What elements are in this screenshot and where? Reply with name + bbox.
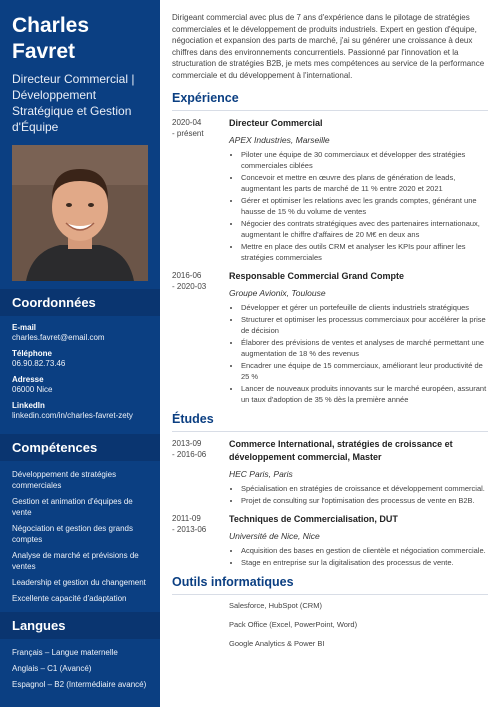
achievement-item: • Gérer et optimiser les relations avec les grands comptes, générant une hausse de 15 % du volume de ventes xyxy=(241,195,488,217)
education-entry xyxy=(172,513,488,569)
employer: APEX Industries, Marseille xyxy=(229,135,330,145)
employer: Groupe Avionix, Toulouse xyxy=(229,288,326,298)
skills-list xyxy=(0,461,160,604)
achievement-item: • Négocier des contrats stratégiques avec des partenaires internationaux, augmentant le chiffre d'affaires de 20 M€ en deux ans xyxy=(241,218,488,240)
contact-section-title: Coordonnées xyxy=(0,289,160,316)
job-title: Directeur Commercial xyxy=(229,118,323,128)
entry-body xyxy=(229,270,488,406)
entry-body xyxy=(229,438,488,507)
date-start: 2020-04 xyxy=(172,118,202,127)
contact-email xyxy=(12,323,148,342)
date-end: - 2020-03 xyxy=(172,282,207,291)
language-item: Français – Langue maternelle xyxy=(12,648,118,657)
portrait-illustration xyxy=(12,145,148,281)
contact-phone xyxy=(12,349,148,368)
skill-item: Excellente capacité d'adaptation xyxy=(12,594,127,603)
degree-title: Commerce International, stratégies de croissance et développement commercial, Master xyxy=(229,439,453,462)
first-name: Charles xyxy=(12,14,90,37)
it-skill-item: Google Analytics & Power BI xyxy=(229,639,325,648)
entry-body xyxy=(229,117,488,264)
education-detail-item: • Stage en entreprise sur la digitalisation des processus de vente. xyxy=(241,557,488,568)
contact-label: Téléphone xyxy=(12,349,53,358)
profile-summary: Dirigeant commercial avec plus de 7 ans d'expérience dans le pilotage de stratégies commerciales et le développement de produits industriels. Expert en gestion d'équipe, négociation et expansion des parts de marché, j'ai su générer une croissance à deux chiffres dans des environnements concurrentiels. Passionné par l'innovation et la structuration de stratégies B2B, je mets mes compétences au service de la performance commerciale et du développement à l'international. xyxy=(172,13,485,80)
entry-dates xyxy=(172,270,229,406)
experience-entry xyxy=(172,270,488,406)
date-start: 2016-06 xyxy=(172,271,202,280)
education-detail-item: • Projet de consulting sur l'optimisation des processus de vente en B2B. xyxy=(241,495,488,506)
achievement-item: • Concevoir et mettre en œuvre des plans de génération de leads, augmentant les parts de marché de 11 % entre 2020 et 2021 xyxy=(241,172,488,194)
last-name: Favret xyxy=(12,40,76,63)
experience-entry xyxy=(172,117,488,264)
achievement-item: • Développer et gérer un portefeuille de clients industriels stratégiques xyxy=(241,302,488,313)
headline: Directeur Commercial | Développement Stratégique et Gestion d'Équipe xyxy=(12,72,135,134)
education-detail-item: • Acquisition des bases en gestion de clientèle et négociation commerciale. xyxy=(241,545,488,556)
education-details-list xyxy=(229,545,488,568)
skill-item: Négociation et gestion des grands comptes xyxy=(12,524,133,544)
achievement-item: • Encadrer une équipe de 15 commerciaux, améliorant leur productivité de 25 % xyxy=(241,360,488,382)
achievements-list xyxy=(229,149,488,263)
skill-item: Analyse de marché et prévisions de ventes xyxy=(12,551,139,571)
contact-label: Adresse xyxy=(12,375,44,384)
date-start: 2013-09 xyxy=(172,439,202,448)
skills-section-title: Compétences xyxy=(0,434,160,461)
sidebar xyxy=(0,0,160,707)
contact-linkedin xyxy=(12,401,148,420)
contact-label: LinkedIn xyxy=(12,401,45,410)
it-skill-item: Pack Office (Excel, PowerPoint, Word) xyxy=(229,620,358,629)
school: HEC Paris, Paris xyxy=(229,469,293,479)
entry-dates xyxy=(172,513,229,569)
degree-title: Techniques de Commercialisation, DUT xyxy=(229,514,398,524)
contact-label: E-mail xyxy=(12,323,37,332)
achievement-item: • Piloter une équipe de 30 commerciaux et développer des stratégies commerciales ciblées xyxy=(241,149,488,171)
date-end: - présent xyxy=(172,129,204,138)
it-skills-list xyxy=(172,601,488,648)
languages-section-title: Langues xyxy=(0,612,160,639)
achievement-item: • Mettre en place des outils CRM et analyser les KPIs pour affiner les stratégies commerciales xyxy=(241,241,488,263)
phone-value: 06.90.82.73.46 xyxy=(12,359,66,368)
job-title: Responsable Commercial Grand Compte xyxy=(229,271,405,281)
profile-photo xyxy=(12,145,148,281)
language-item: Espagnol – B2 (Intermédiaire avancé) xyxy=(12,680,147,689)
languages-list xyxy=(0,639,160,690)
it-skills-section-title: Outils informatiques xyxy=(172,575,488,595)
date-end: - 2016-06 xyxy=(172,450,207,459)
email-value: charles.favret@email.com xyxy=(12,333,105,342)
linkedin-value: linkedin.com/in/charles-favret-zety xyxy=(12,411,133,420)
entry-body xyxy=(229,513,488,569)
achievement-item: • Structurer et optimiser les processus commerciaux pour accélérer la prise de décision xyxy=(241,314,488,336)
date-end: - 2013-06 xyxy=(172,525,207,534)
date-start: 2011-09 xyxy=(172,514,201,523)
candidate-name xyxy=(0,0,160,65)
education-details-list xyxy=(229,483,488,506)
education-section-title: Études xyxy=(172,412,488,432)
language-item: Anglais – C1 (Avancé) xyxy=(12,664,92,673)
address-value: 06000 Nice xyxy=(12,385,53,394)
skill-item: Leadership et gestion du changement xyxy=(12,578,146,587)
skill-item: Gestion et animation d'équipes de vente xyxy=(12,497,133,517)
achievements-list xyxy=(229,302,488,405)
experience-section-title: Expérience xyxy=(172,91,488,111)
education-detail-item: • Spécialisation en stratégies de croissance et développement commercial. xyxy=(241,483,488,494)
contact-address xyxy=(12,375,148,394)
skill-item: Développement de stratégies commerciales xyxy=(12,470,117,490)
main-content xyxy=(160,0,500,707)
education-entry xyxy=(172,438,488,507)
achievement-item: • Lancer de nouveaux produits innovants sur le marché européen, assurant un taux d'adoption de 35 % dès la première année xyxy=(241,383,488,405)
it-skill-item: Salesforce, HubSpot (CRM) xyxy=(229,601,322,610)
school: Université de Nice, Nice xyxy=(229,531,320,541)
entry-dates xyxy=(172,117,229,264)
entry-dates xyxy=(172,438,229,507)
achievement-item: • Élaborer des prévisions de ventes et analyses de marché permettant une augmentation de 18 % des revenus xyxy=(241,337,488,359)
contact-list xyxy=(0,323,160,420)
